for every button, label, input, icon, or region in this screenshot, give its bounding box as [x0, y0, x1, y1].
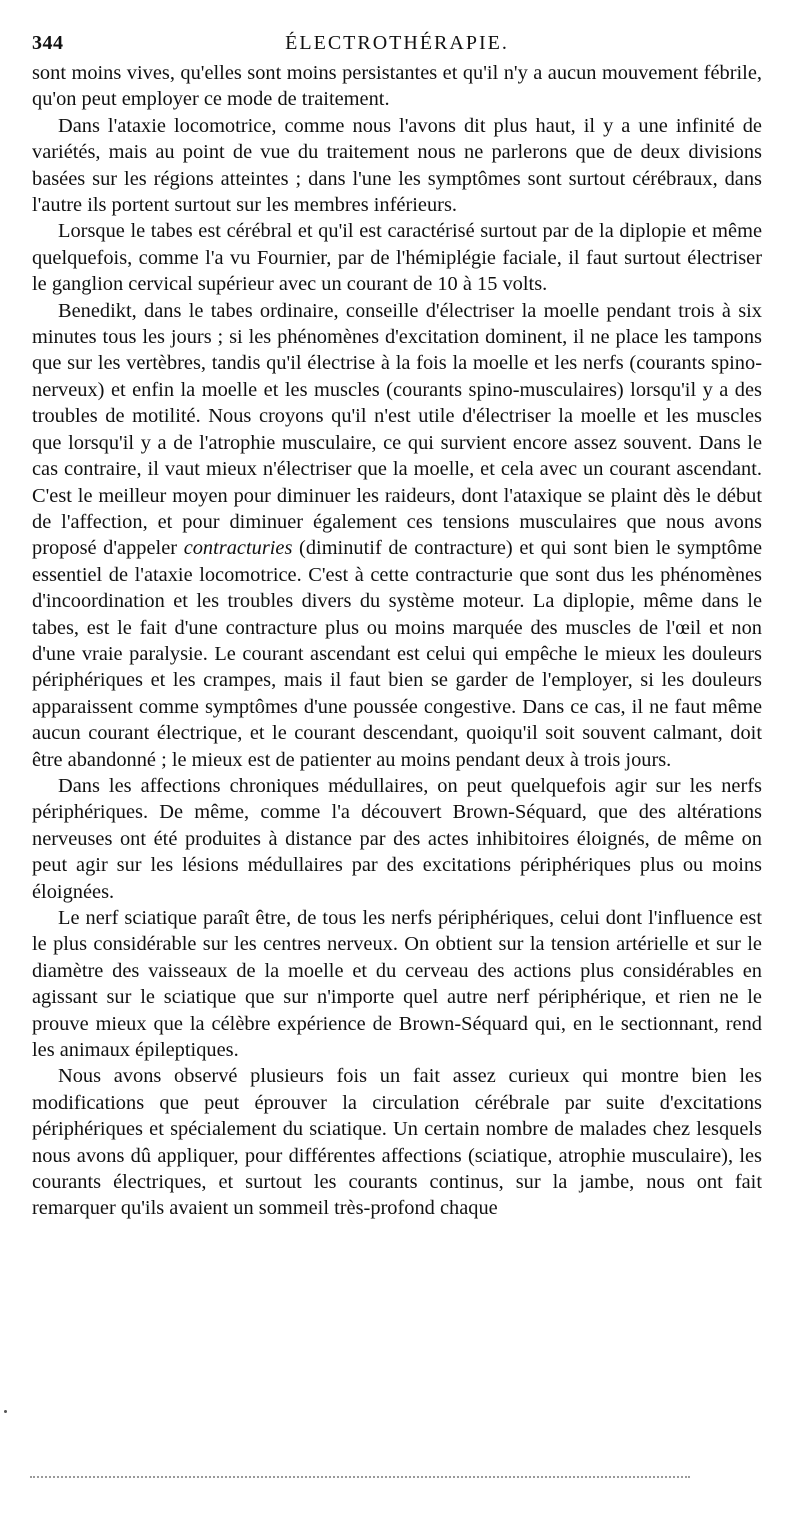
paragraph-benedikt-part-1: Benedikt, dans le tabes ordinaire, conseille d'électriser la moelle pendant trois à six minutes tous les jours ; si les phénomènes d'excitation dominent, il ne place les tampons que sur les vertèbres, tandis qu'il électrise à la fois la moelle et les nerfs (courants spino-nerveux) et enfin la moelle et les muscles (courants spino-musculaires) lorsqu'il y a des troubles de motilité. Nous croyons qu'il n'est utile d'électriser la moelle et les muscles que lorsqu'il y a de l'atrophie musculaire, ce qui survient encore assez souvent. Dans le cas contraire, il vaut mieux n'électriser que la moelle, et cela avec un courant ascendant. C'est le meilleur moyen pour diminuer les raideurs, dont l'ataxique se plaint dès le début de l'affection, et pour diminuer également ces tensions musculaires que nous avons proposé d'appeler [32, 299, 762, 560]
bottom-bleed-through-line [30, 1476, 690, 1478]
paragraph-benedikt [32, 298, 762, 773]
italic-term-contracturies: contracturies [183, 537, 293, 560]
page-number: 344 [32, 32, 64, 54]
paragraph-fait-curieux: Nous avons observé plusieurs fois un fait assez curieux qui montre bien les modifications que peut éprouver la circulation cérébrale par suite d'excitations périphériques et spécialement du sciatique. Un certain nombre de malades chez lesquels nous avons dû appliquer, pour différentes affections (sciatique, atrophie musculaire), les courants électriques, et surtout les courants continus, sur la jambe, nous ont fait remarquer qu'ils avaient un sommeil très-profond chaque [32, 1065, 762, 1220]
print-speck [4, 1410, 7, 1413]
body-text [32, 60, 762, 1222]
paragraph-tabes-cerebral: Lorsque le tabes est cérébral et qu'il est caractérisé surtout par de la diplopie et même quelquefois, comme l'a vu Fournier, par de l'hémiplégie faciale, il faut surtout électriser le ganglion cervical supérieur avec un courant de 10 à 15 volts. [32, 220, 762, 296]
running-header [32, 30, 762, 60]
paragraph-ataxie-varietes: Dans l'ataxie locomotrice, comme nous l'avons dit plus haut, il y a une infinité de variétés, mais au point de vue du traitement nous ne parlerons que de deux divisions basées sur les régions atteintes ; dans l'une les symptômes sont surtout cérébraux, dans l'autre ils portent surtout sur les membres inférieurs. [32, 114, 762, 217]
running-title: ÉLECTROTHÉRAPIE. [285, 32, 509, 54]
paragraph-affections-chroniques: Dans les affections chroniques médullaires, on peut quelquefois agir sur les nerfs périphériques. De même, comme l'a découvert Brown-Séquard, que des altérations nerveuses ont été produites à distance par des actes inhibitoires éloignés, de même on peut agir sur les lésions médullaires par des excitations périphériques plus ou moins éloignées. [32, 774, 762, 903]
book-page [32, 30, 762, 1222]
paragraph-nerf-sciatique: Le nerf sciatique paraît être, de tous les nerfs périphériques, celui dont l'influence est le plus considérable sur les centres nerveux. On obtient sur la tension artérielle et sur le diamètre des vaisseaux de la moelle et du cerveau des actions plus considérables en agissant sur le sciatique que sur n'importe quel autre nerf périphérique, et rien ne le prouve mieux que la célèbre expérience de Brown-Séquard qui, en le sectionnant, rend les animaux épileptiques. [32, 907, 762, 1062]
paragraph-continuation: sont moins vives, qu'elles sont moins persistantes et qu'il n'y a aucun mouvement fébrile, qu'on peut employer ce mode de traitement. [32, 62, 762, 111]
paragraph-benedikt-part-2: (diminutif de contracture) et qui sont bien le symptôme essentiel de l'ataxie locomotrice. C'est à cette contracturie que sont dus les phénomènes d'incoordination et les troubles divers du système moteur. La diplopie, même dans le tabes, est le fait d'une contracture plus ou moins marquée des muscles de l'œil et non d'une vraie paralysie. Le courant ascendant est celui qui empêche le mieux les douleurs périphériques et les crampes, mais il faut bien se garder de l'employer, si les douleurs apparaissent comme symptômes d'une poussée congestive. Dans ce cas, il ne faut même aucun courant électrique, et le courant descendant, quoiqu'il soit souvent calmant, doit être abandonné ; le mieux est de patienter au moins pendant deux à trois jours. [32, 537, 763, 771]
